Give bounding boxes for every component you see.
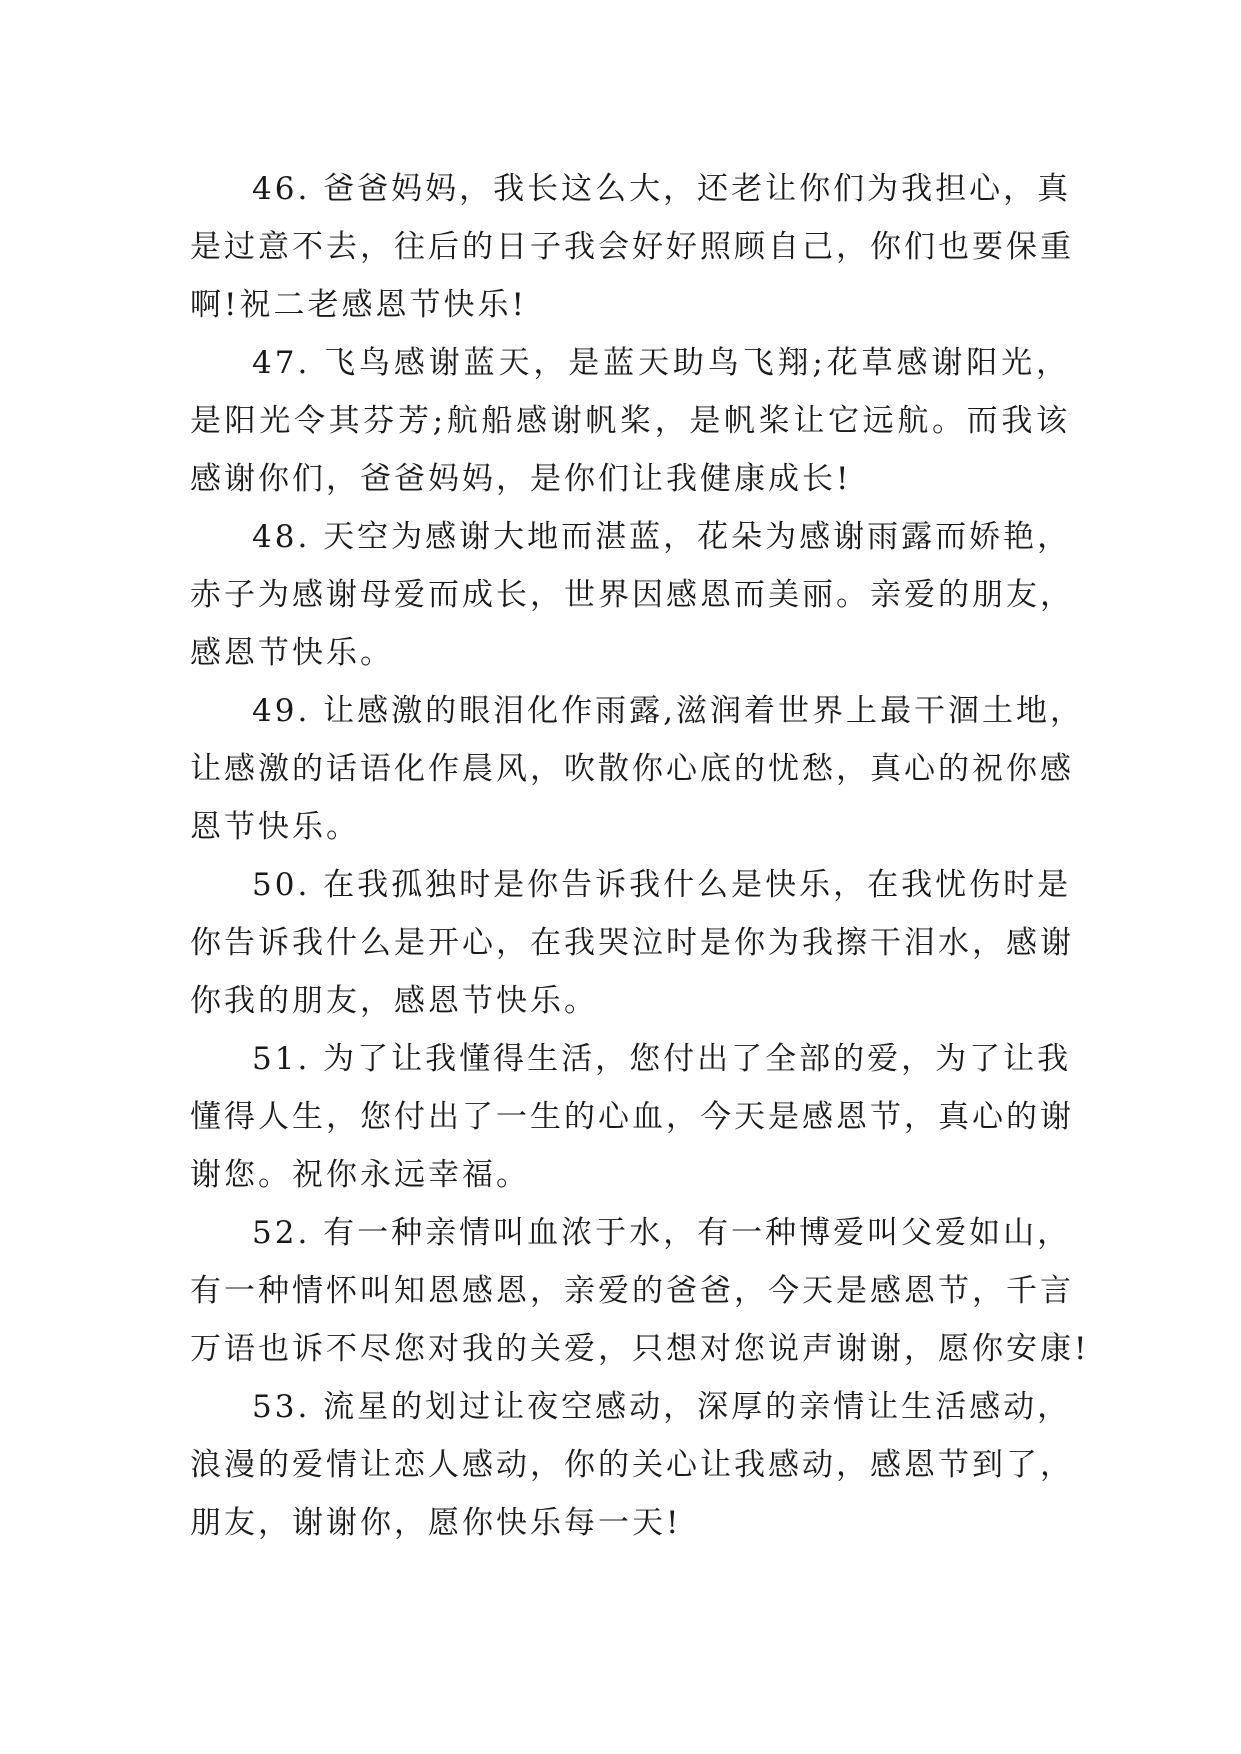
- paragraph-line: 46. 爸爸妈妈，我长这么大，还老让你们为我担心，真: [252, 171, 1072, 207]
- paragraph-line: 懂得人生，您付出了一生的心血，今天是感恩节，真心的谢: [190, 1099, 1074, 1135]
- paragraph-line: 51. 为了让我懂得生活，您付出了全部的爱，为了让我: [252, 1041, 1072, 1077]
- paragraph-line: 感恩节快乐。: [190, 635, 394, 671]
- paragraph-48: [190, 508, 1074, 682]
- paragraph-line: 是过意不去，往后的日子我会好好照顾自己，你们也要保重: [190, 229, 1074, 265]
- paragraph-line: 有一种情怀叫知恩感恩，亲爱的爸爸，今天是感恩节，千言: [190, 1273, 1074, 1309]
- paragraph-47: [190, 334, 1070, 508]
- paragraph-line: 48. 天空为感谢大地而湛蓝，花朵为感谢雨露而娇艳，: [252, 519, 1072, 555]
- paragraph-number: 48.: [252, 519, 311, 555]
- paragraph-line: 47. 飞鸟感谢蓝天，是蓝天助鸟飞翔;花草感谢阳光，: [252, 345, 1070, 381]
- paragraph-line: 49. 让感激的眼泪化作雨露,滋润着世界上最干涸土地，: [252, 693, 1085, 729]
- document-body: [190, 160, 1090, 1552]
- paragraph-number: 53.: [252, 1389, 311, 1425]
- paragraph-50: [190, 856, 1074, 1030]
- paragraph-line: 恩节快乐。: [190, 809, 360, 845]
- paragraph-line: 啊!祝二老感恩节快乐!: [190, 287, 527, 323]
- paragraph-number: 47.: [252, 345, 311, 381]
- paragraph-53: [190, 1378, 1074, 1552]
- paragraph-line: 你我的朋友，感恩节快乐。: [190, 983, 598, 1019]
- paragraph-number: 52.: [252, 1215, 311, 1251]
- paragraph-line: 谢您。祝你永远幸福。: [190, 1157, 530, 1193]
- paragraph-46: [190, 160, 1074, 334]
- paragraph-line: 你告诉我什么是开心，在我哭泣时是你为我擦干泪水，感谢: [190, 925, 1074, 961]
- paragraph-52: [190, 1204, 1090, 1378]
- paragraph-line: 53. 流星的划过让夜空感动，深厚的亲情让生活感动，: [252, 1389, 1072, 1425]
- paragraph-line: 52. 有一种亲情叫血浓于水，有一种博爱叫父爱如山，: [252, 1215, 1072, 1251]
- paragraph-number: 49.: [252, 693, 311, 729]
- paragraph-number: 46.: [252, 171, 311, 207]
- paragraph-51: [190, 1030, 1074, 1204]
- paragraph-number: 51.: [252, 1041, 311, 1077]
- paragraph-line: 赤子为感谢母爱而成长，世界因感恩而美丽。亲爱的朋友，: [190, 577, 1074, 613]
- paragraph-number: 50.: [252, 867, 311, 903]
- paragraph-line: 50. 在我孤独时是你告诉我什么是快乐，在我忧伤时是: [252, 867, 1072, 903]
- paragraph-line: 万语也诉不尽您对我的关爱，只想对您说声谢谢，愿你安康!: [190, 1331, 1090, 1367]
- paragraph-line: 是阳光令其芬芳;航船感谢帆桨，是帆桨让它远航。而我该: [190, 403, 1070, 439]
- paragraph-line: 浪漫的爱情让恋人感动，你的关心让我感动，感恩节到了，: [190, 1447, 1074, 1483]
- paragraph-49: [190, 682, 1085, 856]
- paragraph-line: 感谢你们，爸爸妈妈，是你们让我健康成长!: [190, 461, 852, 497]
- paragraph-line: 朋友，谢谢你，愿你快乐每一天!: [190, 1505, 682, 1541]
- paragraph-line: 让感激的话语化作晨风，吹散你心底的忧愁，真心的祝你感: [190, 751, 1074, 787]
